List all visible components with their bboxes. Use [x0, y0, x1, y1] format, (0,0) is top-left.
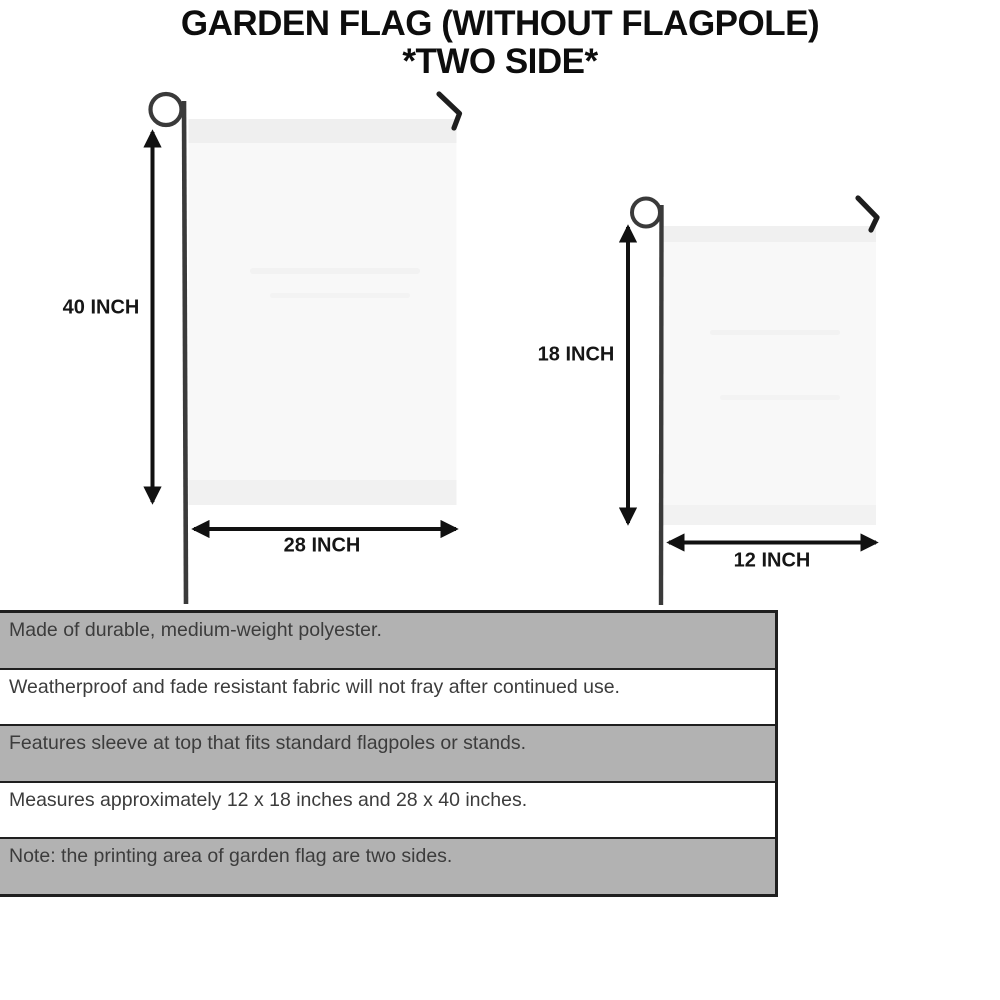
- large-flag-height-label: 40 INCH: [62, 296, 140, 319]
- small-flag-hook-icon: [858, 198, 877, 230]
- large-flag-sleeve: [189, 119, 457, 143]
- feature-row-weatherproof: Weatherproof and fade resistant fabric will not fray after continued use.: [0, 670, 775, 727]
- page-title-line2: *TWO SIDE*: [402, 42, 598, 81]
- small-flag-height-label: 18 INCH: [537, 343, 615, 366]
- feature-row-note: Note: the printing area of garden flag are two sides.: [0, 839, 775, 894]
- small-flag-sleeve: [663, 226, 876, 242]
- small-flag-body: [663, 226, 876, 525]
- large-flagpole-loop-icon: [151, 94, 182, 125]
- feature-list: [0, 610, 778, 897]
- large-flag-fold-mark: [270, 293, 410, 298]
- large-flag-width-label: 28 INCH: [283, 534, 361, 557]
- large-flag-group: [151, 94, 460, 604]
- page-title-line1: GARDEN FLAG (WITHOUT FLAGPOLE): [180, 4, 820, 43]
- large-flagpole-icon: [184, 101, 186, 604]
- large-flag-fold-mark: [250, 268, 420, 274]
- feature-row-sleeve: Features sleeve at top that fits standard flagpoles or stands.: [0, 726, 775, 783]
- small-flag-fold-mark: [720, 395, 840, 400]
- small-flag-bottom-hem: [663, 505, 876, 525]
- small-flag-width-label: 12 INCH: [733, 549, 811, 572]
- small-flag-fold-mark: [710, 330, 840, 335]
- large-flag-body: [189, 119, 457, 505]
- small-flagpole-icon: [661, 205, 662, 605]
- feature-row-measurements: Measures approximately 12 x 18 inches and 28 x 40 inches.: [0, 783, 775, 840]
- feature-row-material: Made of durable, medium-weight polyester.: [0, 613, 775, 670]
- small-flag-group: [628, 198, 877, 605]
- small-flagpole-loop-icon: [632, 199, 660, 227]
- large-flag-bottom-hem: [189, 480, 457, 505]
- page-title: [0, 5, 1000, 81]
